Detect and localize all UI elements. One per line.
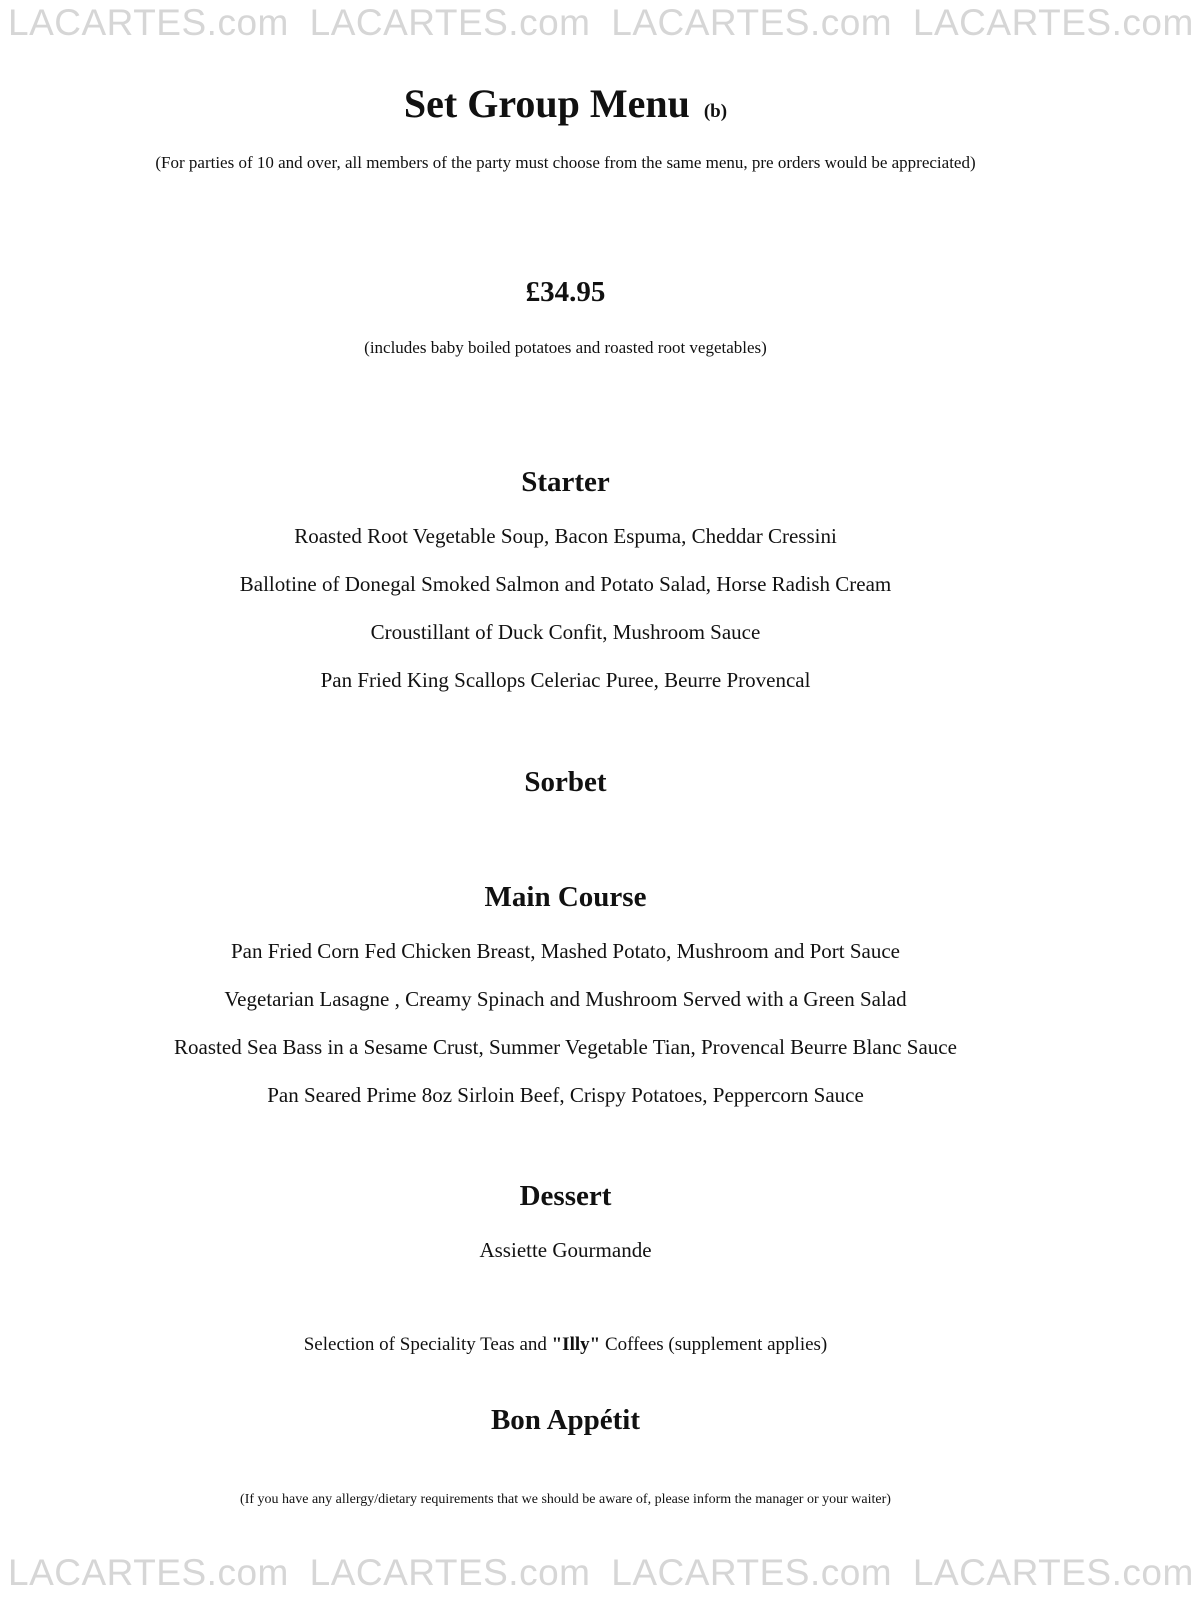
main-course-item: Roasted Sea Bass in a Sesame Crust, Summer Vegetable Tian, Provencal Beurre Blanc Sauce (174, 1035, 957, 1059)
watermark-text: LACARTES.com (611, 2, 893, 43)
sorbet-heading: Sorbet (524, 766, 607, 798)
menu-title-suffix: (b) (703, 101, 728, 122)
watermark-bottom (0, 1552, 1194, 1602)
menu-title (0, 80, 1131, 127)
allergy-note: (If you have any allergy/dietary requirements that we should be aware of, please inform the manager or your waiter) (240, 1492, 891, 1507)
coffee-line (0, 1334, 1131, 1356)
watermark-text: LACARTES.com (611, 1552, 893, 1593)
dessert-item: Assiette Gourmande (479, 1238, 652, 1262)
party-note: (For parties of 10 and over, all members of the party must choose from the same menu, pre orders would be appreciated) (155, 153, 976, 172)
watermark-text: LACARTES.com (8, 2, 289, 43)
closing-heading: Bon Appétit (490, 1404, 641, 1436)
coffee-prefix: Selection of Speciality Teas and (303, 1334, 552, 1355)
coffee-brand: "Illy" (551, 1334, 601, 1355)
starter-item: Pan Fried King Scallops Celeriac Puree, Beurre Provencal (320, 668, 811, 692)
menu-title-text: Set Group Menu (403, 81, 690, 126)
starter-heading: Starter (521, 466, 610, 498)
watermark-text: LACARTES.com (309, 2, 591, 43)
watermark-text: LACARTES.com (912, 2, 1194, 43)
main-course-item: Pan Seared Prime 8oz Sirloin Beef, Crispy Potatoes, Peppercorn Sauce (267, 1083, 864, 1107)
main-course-item: Pan Fried Corn Fed Chicken Breast, Mashed Potato, Mushroom and Port Sauce (230, 939, 900, 963)
starter-item: Roasted Root Vegetable Soup, Bacon Espuma, Cheddar Cressini (294, 524, 837, 548)
main-course-heading: Main Course (484, 881, 647, 913)
watermark-text: LACARTES.com (912, 1552, 1194, 1593)
watermark-text: LACARTES.com (309, 1552, 591, 1593)
dessert-heading: Dessert (519, 1180, 612, 1212)
menu-price: £34.95 (525, 276, 606, 308)
main-course-item: Vegetarian Lasagne , Creamy Spinach and Mushroom Served with a Green Salad (224, 987, 907, 1011)
watermark-top (0, 2, 1194, 52)
starter-item: Ballotine of Donegal Smoked Salmon and Potato Salad, Horse Radish Cream (239, 572, 892, 596)
coffee-suffix: Coffees (supplement applies) (600, 1334, 828, 1355)
price-note: (includes baby boiled potatoes and roasted root vegetables) (364, 338, 767, 357)
watermark-text: LACARTES.com (8, 1552, 289, 1593)
starter-item: Croustillant of Duck Confit, Mushroom Sauce (370, 620, 761, 644)
